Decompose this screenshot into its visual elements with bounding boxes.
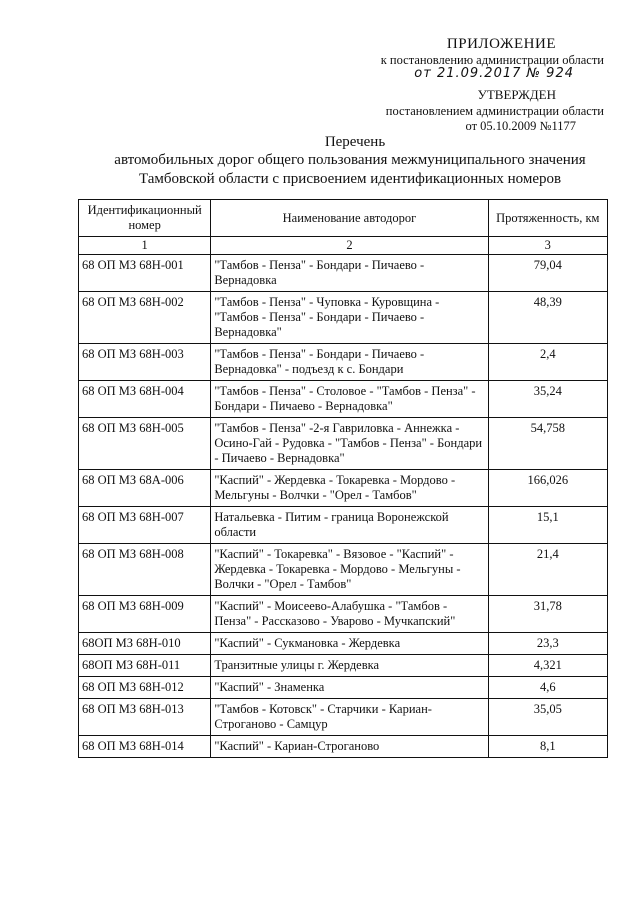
header-name: Наименование автодорог <box>211 200 488 237</box>
road-length-cell: 4,6 <box>488 677 607 699</box>
road-id-cell: 68ОП МЗ 68Н-010 <box>79 633 211 655</box>
road-id-cell: 68 ОП МЗ 68А-006 <box>79 470 211 507</box>
road-name-cell: "Тамбов - Пенза" - Бондари - Пичаево - Вернадовка <box>211 255 488 292</box>
road-id-cell: 68ОП МЗ 68Н-011 <box>79 655 211 677</box>
road-length-cell: 23,3 <box>488 633 607 655</box>
road-length-cell: 48,39 <box>488 292 607 344</box>
approved-by: постановлением администрации области <box>385 104 604 118</box>
road-length-cell: 35,24 <box>488 381 607 418</box>
table-header-row <box>79 200 608 237</box>
road-name-cell: "Каспий" - Знаменка <box>211 677 488 699</box>
road-id-cell: 68 ОП МЗ 68Н-003 <box>79 344 211 381</box>
table-row <box>79 596 608 633</box>
road-name-cell: "Каспий" - Жердевка - Токаревка - Мордово - Мельгуны - Волчки - "Орел - Тамбов" <box>211 470 488 507</box>
road-name-cell: "Каспий" - Моисеево-Алабушка - "Тамбов - Пенза" - Рассказово - Уварово - Мучкапский" <box>211 596 488 633</box>
column-number: 3 <box>488 237 607 255</box>
table-row <box>79 699 608 736</box>
column-number-row <box>79 237 608 255</box>
table-row <box>79 470 608 507</box>
road-length-cell: 79,04 <box>488 255 607 292</box>
road-length-cell: 8,1 <box>488 736 607 758</box>
road-name-cell: "Тамбов - Пенза" -2-я Гавриловка - Аннежка - Осино-Гай - Рудовка - "Тамбов - Пенза" - Бондари - Пичаево - Вернадовка" <box>211 418 488 470</box>
road-id-cell: 68 ОП МЗ 68Н-008 <box>79 544 211 596</box>
table-body <box>79 255 608 758</box>
road-length-cell: 15,1 <box>488 507 607 544</box>
road-id-cell: 68 ОП МЗ 68Н-004 <box>79 381 211 418</box>
approved-date: от 05.10.2009 №1177 <box>465 119 576 133</box>
road-name-cell: "Тамбов - Пенза" - Столовое - "Тамбов - Пенза" - Бондари - Пичаево - Вернадовка" <box>211 381 488 418</box>
road-length-cell: 35,05 <box>488 699 607 736</box>
handwritten-date: от 21.09.2017 № 924 <box>414 66 574 81</box>
title-line-3: Тамбовской области с присвоением идентификационных номеров <box>138 171 562 187</box>
road-length-cell: 166,026 <box>488 470 607 507</box>
table-row <box>79 344 608 381</box>
table-row <box>79 633 608 655</box>
table-row <box>79 677 608 699</box>
road-id-cell: 68 ОП МЗ 68Н-014 <box>79 736 211 758</box>
title-line-1: Перечень <box>324 134 386 150</box>
roads-table <box>78 199 608 758</box>
road-id-cell: 68 ОП МЗ 68Н-001 <box>79 255 211 292</box>
resolution-reference: к постановлению администрации области <box>380 53 604 67</box>
road-id-cell: 68 ОП МЗ 68Н-007 <box>79 507 211 544</box>
road-name-cell: "Тамбов - Котовск" - Старчики - Кариан-Строганово - Самцур <box>211 699 488 736</box>
road-name-cell: "Каспий" - Кариан-Строганово <box>211 736 488 758</box>
road-id-cell: 68 ОП МЗ 68Н-012 <box>79 677 211 699</box>
table-row <box>79 507 608 544</box>
road-name-cell: "Тамбов - Пенза" - Чуповка - Куровщина - "Тамбов - Пенза" - Бондари - Пичаево - Вернадовка" <box>211 292 488 344</box>
road-length-cell: 21,4 <box>488 544 607 596</box>
document-header <box>304 36 604 134</box>
title-line-2: автомобильных дорог общего пользования межмуниципального значения <box>114 152 586 168</box>
column-number: 1 <box>79 237 211 255</box>
table-row <box>79 736 608 758</box>
column-number: 2 <box>211 237 488 255</box>
table-row <box>79 292 608 344</box>
road-name-cell: "Каспий" - Токаревка" - Вязовое - "Каспий" - Жердевка - Токаревка - Мордово - Мельгуны - Волчки - "Орел - Тамбов" <box>211 544 488 596</box>
header-length: Протяженность, км <box>488 200 607 237</box>
table-row <box>79 255 608 292</box>
table-row <box>79 544 608 596</box>
road-name-cell: Транзитные улицы г. Жердевка <box>211 655 488 677</box>
road-length-cell: 31,78 <box>488 596 607 633</box>
header-id: Идентификационный номер <box>79 200 211 237</box>
road-name-cell: Натальевка - Питим - граница Воронежской области <box>211 507 488 544</box>
road-length-cell: 4,321 <box>488 655 607 677</box>
road-length-cell: 54,758 <box>488 418 607 470</box>
table-row <box>79 381 608 418</box>
table-row <box>79 655 608 677</box>
table-row <box>79 418 608 470</box>
road-name-cell: "Тамбов - Пенза" - Бондари - Пичаево - Вернадовка" - подъезд к с. Бондари <box>211 344 488 381</box>
road-name-cell: "Каспий" - Сукмановка - Жердевка <box>211 633 488 655</box>
approved-label: УТВЕРЖДЕН <box>477 87 556 102</box>
document-title <box>60 134 640 189</box>
road-id-cell: 68 ОП МЗ 68Н-013 <box>79 699 211 736</box>
road-id-cell: 68 ОП МЗ 68Н-005 <box>79 418 211 470</box>
road-id-cell: 68 ОП МЗ 68Н-009 <box>79 596 211 633</box>
road-id-cell: 68 ОП МЗ 68Н-002 <box>79 292 211 344</box>
road-length-cell: 2,4 <box>488 344 607 381</box>
appendix-label: ПРИЛОЖЕНИЕ <box>446 36 556 52</box>
